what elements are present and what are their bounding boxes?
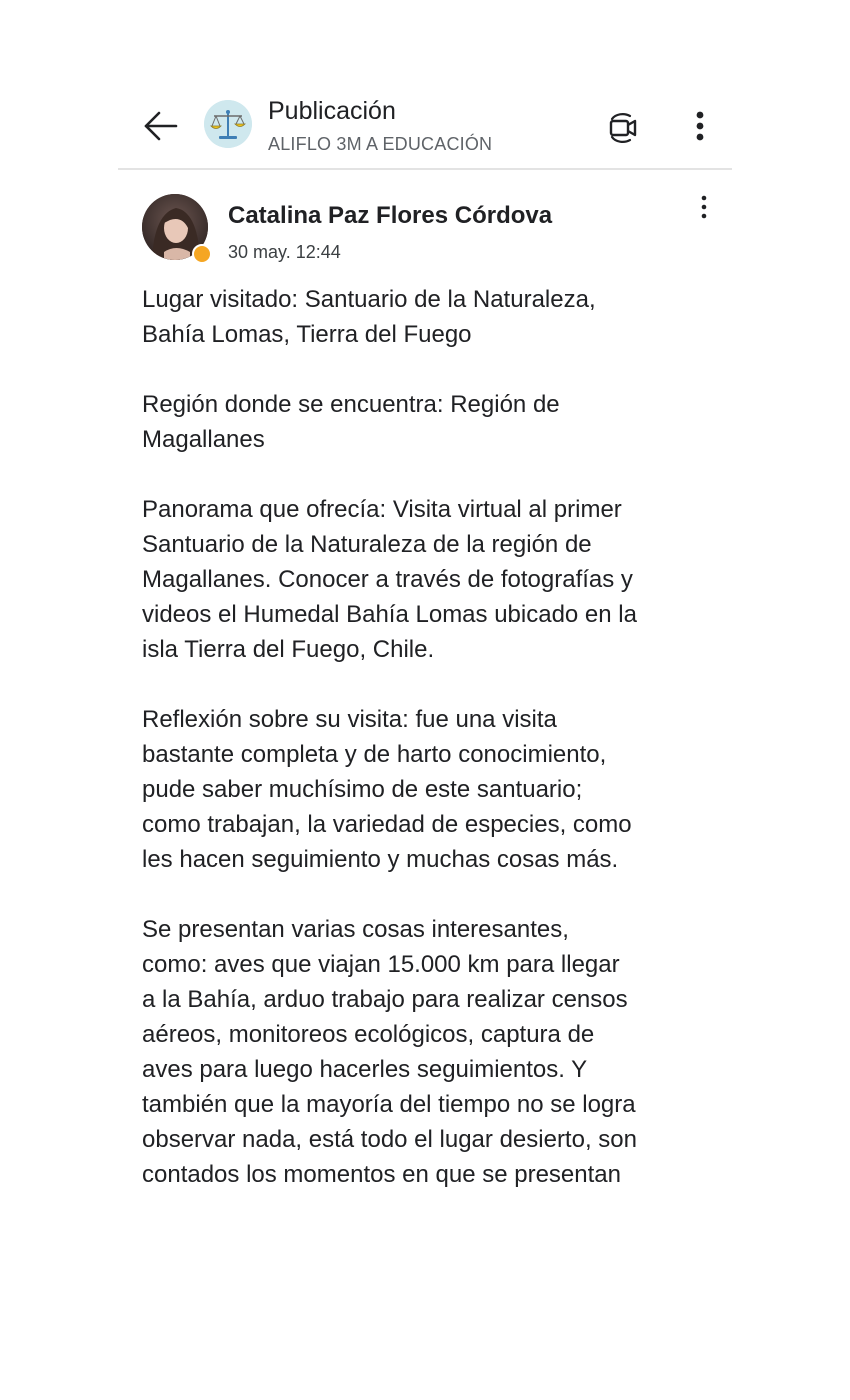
- more-vert-icon: [694, 192, 714, 222]
- video-call-icon: [606, 108, 640, 146]
- top-app-bar: [118, 82, 732, 170]
- video-call-button[interactable]: [606, 108, 640, 146]
- post-header: [118, 170, 732, 280]
- post-screen: [118, 82, 732, 1192]
- back-button[interactable]: [140, 106, 180, 146]
- more-options-button[interactable]: [688, 108, 712, 144]
- post-paragraph-reflection: Reflexión sobre su visita: fue una visita bastante completa y de harto conocimiento, pude saber muchísimo de este santuario; como trabajan, la variedad de especies, como les hacen seguimiento y muchas cosas más.: [142, 706, 632, 873]
- post-timestamp: 30 may. 12:44: [228, 242, 341, 262]
- post-paragraph-place: Lugar visitado: Santuario de la Naturaleza, Bahía Lomas, Tierra del Fuego: [142, 286, 596, 348]
- post-options-button[interactable]: [694, 192, 714, 222]
- course-name: ALIFLO 3M A EDUCACIÓN: [268, 134, 493, 154]
- arrow-left-icon: [140, 106, 180, 146]
- post-paragraph-highlights: Se presentan varias cosas interesantes, como: aves que viajan 15.000 km para llegar a la Bahía, arduo trabajo para realizar censos aéreos, monitoreos ecológicos, captura de aves para luego hacerles seguimientos. Y también que la mayoría del tiempo no se logra observar nada, está todo el lugar desierto, son contados los momentos en que se presentan: [142, 916, 637, 1188]
- author-name[interactable]: Catalina Paz Flores Córdova: [228, 202, 553, 229]
- post-body: [118, 280, 732, 1192]
- status-badge: [192, 244, 212, 264]
- post-paragraph-panorama: Panorama que ofrecía: Visita virtual al primer Santuario de la Naturaleza de la región de Magallanes. Conocer a través de fotografías y videos el Humedal Bahía Lomas ubicado en la isla Tierra del Fuego, Chile.: [142, 496, 637, 663]
- scales-icon: [204, 100, 252, 148]
- post-paragraph-region: Región donde se encuentra: Región de Magallanes: [142, 391, 560, 453]
- more-vert-icon: [688, 108, 712, 144]
- page-title: Publicación: [268, 97, 396, 125]
- course-avatar: [204, 100, 252, 148]
